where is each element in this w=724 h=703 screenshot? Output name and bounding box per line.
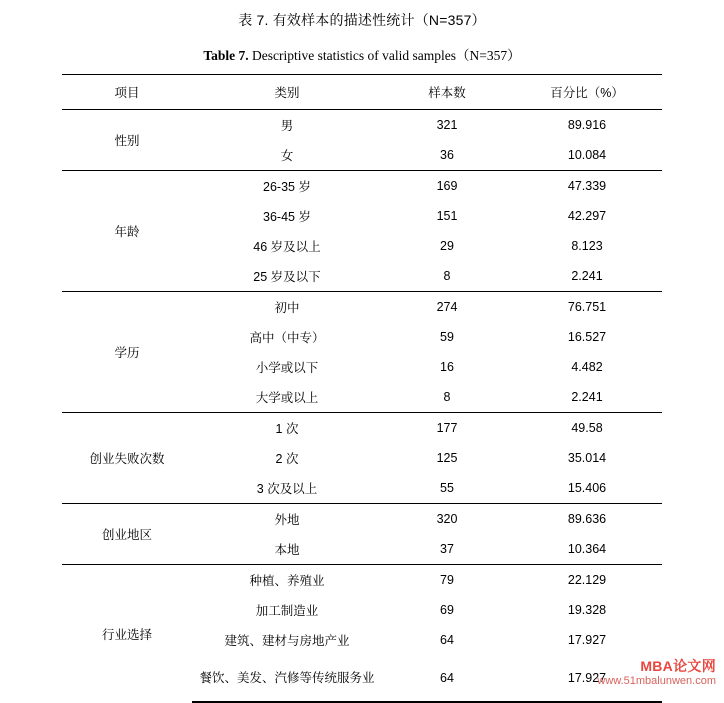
row-subcategory: 1 次 (192, 413, 382, 444)
row-percent: 35.014 (567, 451, 607, 465)
watermark-url: www.51mbalunwen.com (597, 675, 716, 687)
row-count: 16 (440, 360, 454, 374)
table-row (62, 504, 662, 535)
row-percent: 42.297 (567, 209, 607, 223)
table-row (62, 171, 662, 202)
descriptive-statistics-table (62, 74, 662, 703)
row-percent: 17.927 (512, 655, 662, 702)
row-count: 177 (382, 413, 512, 444)
group-label: 创业失败次数 (62, 413, 192, 504)
row-count: 59 (440, 330, 454, 344)
row-count: 8 (443, 390, 451, 404)
row-count: 274 (382, 292, 512, 323)
table-title-cn: 表 7. 有效样本的描述性统计（N=357） (238, 12, 486, 28)
row-subcategory: 男 (192, 110, 382, 141)
row-percent: 15.406 (567, 481, 607, 495)
group-label: 行业选择 (62, 565, 192, 703)
row-percent: 2.241 (571, 390, 603, 404)
row-percent: 16.527 (567, 330, 607, 344)
header-percent: 百分比（%） (512, 75, 662, 110)
row-percent: 4.482 (571, 360, 603, 374)
row-count: 151 (436, 209, 458, 223)
table-row (62, 413, 662, 444)
row-percent: 8.123 (571, 239, 603, 253)
row-subcategory: 本地 (274, 543, 300, 557)
row-count: 37 (440, 542, 454, 556)
row-subcategory: 餐饮、美发、汽修等传统服务业 (192, 655, 382, 702)
row-subcategory: 46 岁及以上 (253, 240, 321, 254)
row-subcategory: 女 (280, 149, 294, 163)
table-row (62, 565, 662, 596)
row-subcategory: 3 次及以上 (256, 482, 318, 496)
watermark-title: MBA论文网 (640, 658, 716, 674)
watermark (597, 658, 716, 688)
row-percent: 2.241 (571, 269, 603, 283)
row-percent: 49.58 (512, 413, 662, 444)
row-percent: 19.328 (567, 603, 607, 617)
row-count: 321 (382, 110, 512, 141)
group-label: 性别 (62, 110, 192, 171)
row-subcategory: 初中 (192, 292, 382, 323)
table-row (62, 110, 662, 141)
row-percent: 76.751 (512, 292, 662, 323)
row-subcategory: 36-45 岁 (263, 210, 311, 224)
row-count: 64 (382, 655, 512, 702)
row-subcategory: 2 次 (275, 452, 299, 466)
row-count: 29 (440, 239, 454, 253)
header-category: 项目 (62, 75, 192, 110)
row-subcategory: 高中（中专） (249, 331, 325, 345)
row-count: 320 (382, 504, 512, 535)
group-label: 创业地区 (62, 504, 192, 565)
row-count: 125 (436, 451, 458, 465)
group-label: 年龄 (62, 171, 192, 292)
row-count: 55 (440, 481, 454, 495)
row-subcategory: 大学或以上 (255, 391, 319, 405)
row-percent: 10.364 (567, 542, 607, 556)
row-subcategory: 加工制造业 (255, 604, 319, 618)
group-label: 学历 (62, 292, 192, 413)
row-subcategory: 建筑、建材与房地产业 (224, 634, 350, 648)
table-title-en-text: Descriptive statistics of valid samples（N=357） (252, 48, 521, 63)
row-subcategory: 26-35 岁 (192, 171, 382, 202)
header-subcategory: 类别 (192, 75, 382, 110)
row-count: 64 (440, 633, 454, 647)
header-count: 样本数 (382, 75, 512, 110)
row-percent: 22.129 (512, 565, 662, 596)
row-percent: 47.339 (512, 171, 662, 202)
row-subcategory: 外地 (192, 504, 382, 535)
row-count: 69 (440, 603, 454, 617)
table-row (62, 292, 662, 323)
row-subcategory: 种植、养殖业 (192, 565, 382, 596)
table-title-en-label: Table 7. (203, 48, 249, 63)
row-percent: 89.916 (512, 110, 662, 141)
row-percent: 89.636 (512, 504, 662, 535)
row-count: 79 (382, 565, 512, 596)
table-header-row (62, 75, 662, 110)
row-subcategory: 25 岁及以下 (253, 270, 321, 284)
row-percent: 10.084 (567, 148, 607, 162)
row-count: 36 (440, 148, 454, 162)
row-count: 8 (443, 269, 451, 283)
row-count: 169 (382, 171, 512, 202)
table-title-en (0, 30, 724, 74)
row-subcategory: 小学或以下 (255, 361, 319, 375)
row-percent: 17.927 (567, 633, 607, 647)
